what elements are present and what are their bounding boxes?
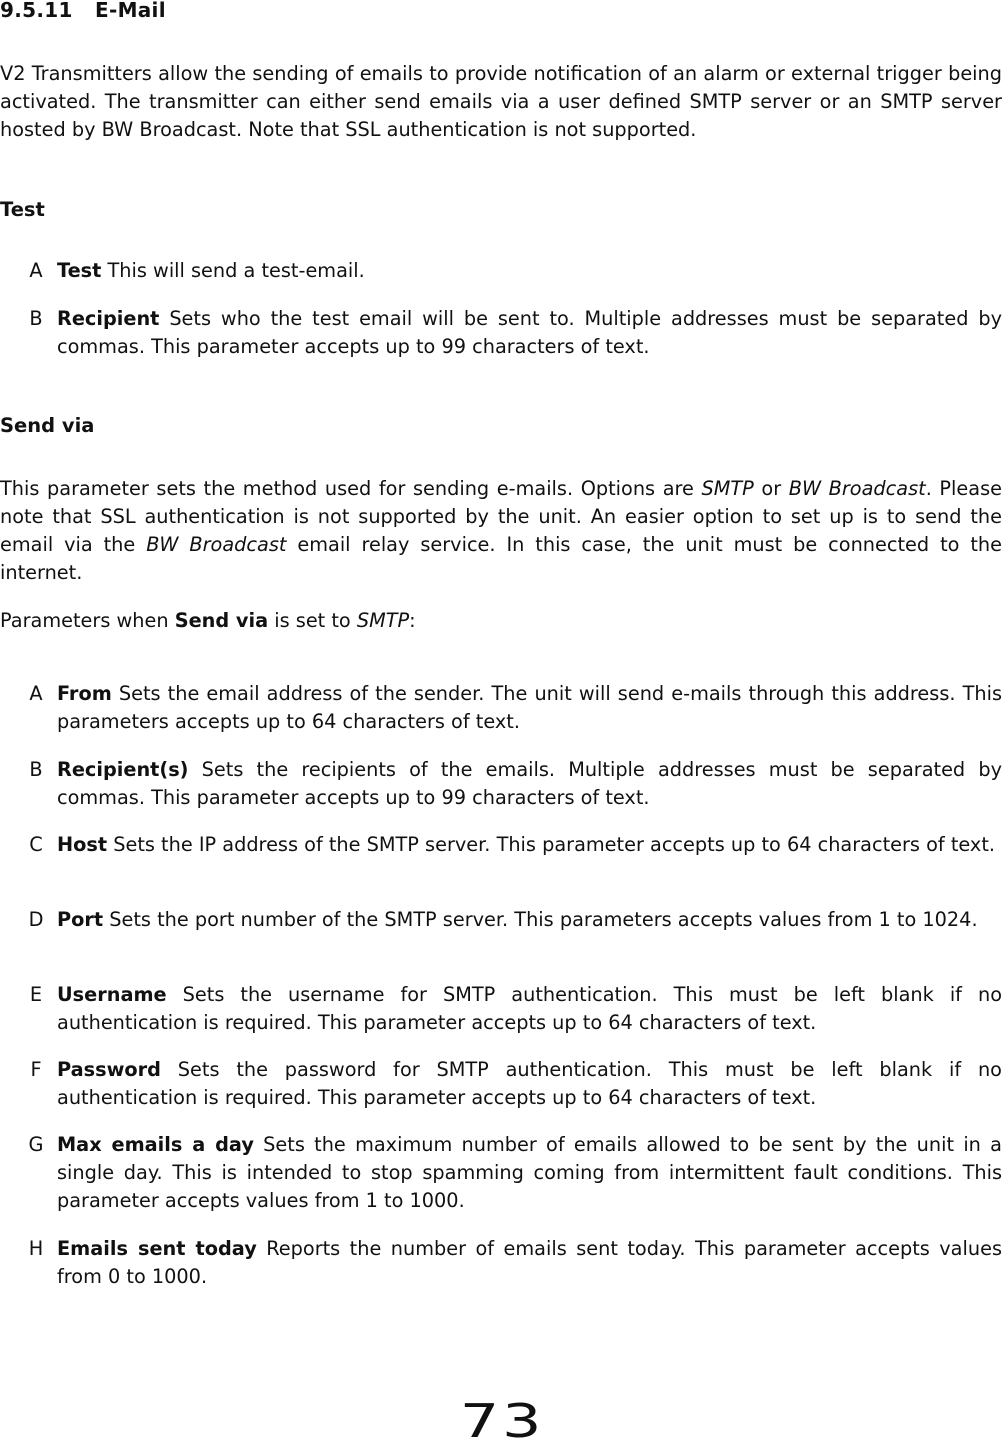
test-item-a (0, 257, 1004, 285)
item-term: Port (57, 908, 104, 931)
item-text: Sets the maximum number of emails allowed to be sent by the unit in a single day. This is intended to stop spamming coming from intermittent fault conditions. This parameter accepts values from 1 to 1000. (57, 1133, 1002, 1212)
item-term: Host (57, 833, 108, 856)
test-item-b (0, 305, 1004, 361)
section-title: E-Mail (95, 0, 166, 22)
item-letter: C (29, 833, 43, 856)
smtp-item-e (0, 981, 1004, 1037)
item-text: Sets the password for SMTP authentication. This must be left blank if no authentication is required. This parameter accepts up to 64 characters of text. (57, 1058, 1002, 1109)
item-term: Recipient (57, 307, 160, 330)
smtp-item-h (0, 1235, 1004, 1291)
smtp-item-a (0, 680, 1004, 736)
test-heading: Test (0, 198, 45, 221)
item-text: Sets the username for SMTP authentication. This must be left blank if no authentication is required. This parameter accepts up to 64 characters of text. (57, 983, 1002, 1034)
page-number: 73 (459, 1394, 545, 1448)
item-letter: F (30, 1058, 42, 1081)
item-term: Recipient(s) (57, 758, 189, 781)
intro-paragraph: V2 Transmitters allow the sending of emails to provide notification of an alarm or external trigger being activated. The transmitter can either send emails via a user defined SMTP server or an SMTP server hosted by BW Broadcast. Note that SSL authentication is not supported. (0, 62, 1002, 141)
item-letter: A (29, 682, 43, 705)
smtp-item-d (0, 906, 1004, 934)
item-letter: H (28, 1237, 44, 1260)
smtp-item-g (0, 1131, 1004, 1215)
smtp-item-f (0, 1056, 1004, 1112)
item-text: Sets the port number of the SMTP server. This parameters accepts values from 1 to 1024. (109, 908, 978, 931)
item-term: From (57, 682, 112, 705)
item-term: Password (57, 1058, 161, 1081)
item-term: Max emails a day (57, 1133, 254, 1156)
smtp-item-b (0, 756, 1004, 812)
item-term: Username (57, 983, 167, 1006)
item-text: Sets the email address of the sender. The unit will send e-mails through this address. This parameters accepts up to 64 characters of text. (57, 682, 1002, 733)
section-number: 9.5.11 (0, 0, 73, 22)
item-term: Test (57, 259, 102, 282)
smtp-item-c (0, 831, 1004, 859)
send-via-paragraph: This parameter sets the method used for sending e-mails. Options are SMTP or BW Broadcast. Please note that SSL authentication is not supported by the unit. An easier option to set up is to send the email via the BW Broadcast email relay service. In this case, the unit must be connected to the internet. (0, 477, 1003, 584)
section-heading (0, 0, 166, 22)
item-letter: B (29, 758, 43, 781)
parameters-intro: Parameters when Send via is set to SMTP: (0, 609, 416, 632)
item-text: Sets the recipients of the emails. Multiple addresses must be separated by commas. This parameter accepts up to 99 characters of text. (57, 758, 1002, 809)
item-text: This will send a test-email. (107, 259, 365, 282)
item-letter: A (29, 259, 43, 282)
item-text: Reports the number of emails sent today. This parameter accepts values from 0 to 1000. (57, 1237, 1002, 1288)
item-text: Sets who the test email will be sent to. Multiple addresses must be separated by commas. This parameter accepts up to 99 characters of text. (57, 307, 1002, 358)
send-via-heading: Send via (0, 414, 95, 437)
item-letter: D (28, 908, 44, 931)
item-letter: G (28, 1133, 44, 1156)
item-letter: B (29, 307, 43, 330)
item-letter: E (29, 983, 43, 1006)
item-term: Emails sent today (57, 1237, 257, 1260)
item-text: Sets the IP address of the SMTP server. This parameter accepts up to 64 characters of text. (113, 833, 996, 856)
